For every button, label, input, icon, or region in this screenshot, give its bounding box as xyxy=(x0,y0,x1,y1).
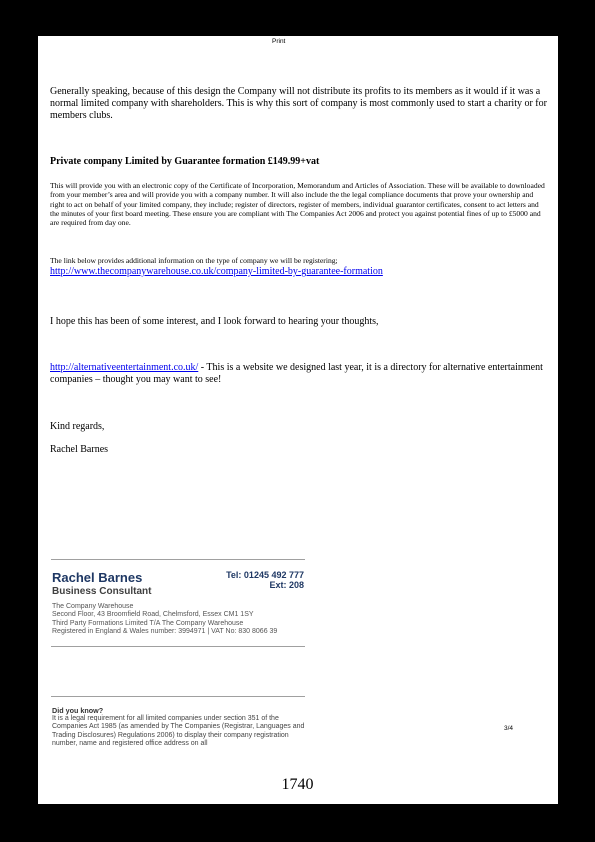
print-header-date: 7/30/2017 xyxy=(4,38,33,45)
formation-description: This will provide you with an electronic copy of the Certificate of Incorporation, Memorandum and Articles of Association. These will be available to downloaded from your member’s area and will provide you with a company number. It will also include the the legal compliance documents that prove your ownership and right to act on behalf of your limited company, they include; register of directors, register of members, individual guarantor certificates, consent to act letters and the minutes of your first board meeting. These ensure you are compliant with The Companies Act 2006 and protect you against potential fines of up to £5000 and are required from day one. xyxy=(50,181,545,228)
page-number: 1740 xyxy=(281,776,314,793)
formation-link-line xyxy=(50,266,548,278)
print-footer-page: 3/4 xyxy=(504,725,514,732)
signature-address: Second Floor, 43 Broomfield Road, Chelmsford, Essex CM1 1SY xyxy=(52,611,254,619)
signature-name: Rachel Barnes xyxy=(52,570,143,585)
section-heading: Private company Limited by Guarantee formation £149.99+vat xyxy=(50,156,320,167)
website-link[interactable]: http://alternativeentertainment.co.uk/ xyxy=(50,362,199,373)
document-page xyxy=(38,36,558,804)
signature-company-info xyxy=(52,603,312,636)
signature-tel: Tel: 01245 492 777 xyxy=(226,570,304,580)
link-intro: The link below provides additional information on the type of company we will be registering; xyxy=(50,256,338,265)
did-you-know-title: Did you know? xyxy=(52,706,104,715)
signature-ext: Ext: 208 xyxy=(269,580,304,590)
signature-role: Business Consultant xyxy=(52,586,152,597)
print-header-title: Print xyxy=(272,38,286,45)
website-description: - This is a website we designed last year, it is a directory for alternative entertainment companies – thought you may want to see! xyxy=(50,362,543,385)
sender-name: Rachel Barnes xyxy=(50,444,109,455)
closing-paragraph: I hope this has been of some interest, and I look forward to hearing your thoughts, xyxy=(50,316,379,327)
intro-paragraph: Generally speaking, because of this design the Company will not distribute its profits to its members as it would if it was a normal limited company with shareholders. This is why this sort of company is most commonly used to start a charity or for members clubs. xyxy=(50,86,547,121)
website-paragraph xyxy=(50,362,548,386)
signature-trading-name: Third Party Formations Limited T/A The Company Warehouse xyxy=(52,619,244,627)
signature-registration: Registered in England & Wales number: 3994971 | VAT No: 830 8066 39 xyxy=(52,627,278,635)
regards-text: Kind regards, xyxy=(50,421,105,432)
print-footer-url: aboutblank xyxy=(4,725,36,732)
did-you-know-divider xyxy=(51,696,305,697)
did-you-know-text: It is a legal requirement for all limited companies under section 351 of the Companies Act 1985 (as amended by The Companies (Registrar, Languages and Trading Disclosures) Regulations 2006) to display their company registration number, name and registered office address on all xyxy=(52,715,305,747)
signature-top-divider xyxy=(51,559,305,560)
signature-phone xyxy=(188,570,304,590)
formation-link[interactable]: http://www.thecompanywarehouse.co.uk/company-limited-by-guarantee-formation xyxy=(50,266,383,277)
signature-company: The Company Warehouse xyxy=(52,603,134,610)
signature-mid-divider xyxy=(51,646,305,647)
